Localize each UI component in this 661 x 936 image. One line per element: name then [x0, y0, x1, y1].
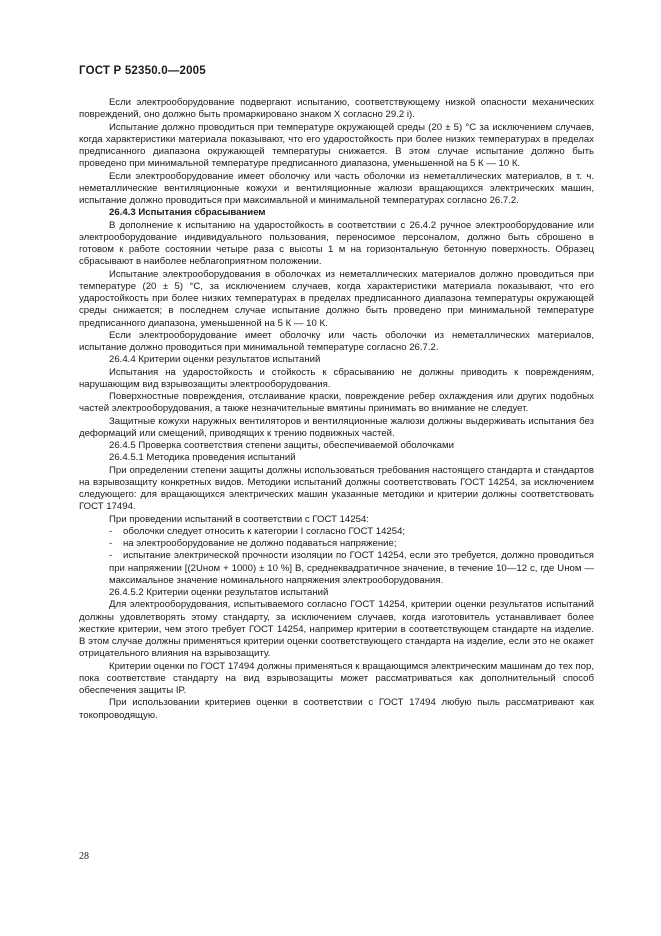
paragraph: Если электрооборудование подвергают испытанию, соответствующему низкой опасности механических повреждений, оно должно быть промаркировано знаком X согласно 29.2 i). — [79, 97, 594, 121]
list-item — [79, 526, 594, 538]
list-dash: - — [109, 550, 113, 562]
list-item — [79, 538, 594, 550]
paragraph: При проведении испытаний в соответствии с ГОСТ 14254: — [109, 513, 369, 525]
list-item-text: оболочки следует относить к категории I согласно ГОСТ 14254; — [123, 525, 406, 537]
list-item-text: испытание электрической прочности изоляции по ГОСТ 14254, если это требуется, должно проводиться при напряжении [(2Uном + 1000) ± 10 %] В, среднеквадратичное значение, в течение 10—12 с, где Uном — максимальное значение номинального напряжения электрооборудования. — [109, 550, 594, 586]
list-dash: - — [109, 538, 113, 549]
paragraph: Защитные кожухи наружных вентиляторов и вентиляционные жалюзи должны выдерживать испытания без деформаций или смещений, приводящих к трению подвижных частей. — [79, 415, 594, 439]
list-item — [79, 550, 594, 587]
paragraph: Если электрооборудование имеет оболочку или часть оболочки из неметаллических материалов, испытание должно проводиться при минимальной температуре согласно 26.7.2. — [79, 329, 594, 353]
paragraph: Испытания на ударостойкость и стойкость к сбрасыванию не должны приводить к повреждениям, нарушающим вид взрывозащиты электрооборудования. — [79, 366, 594, 390]
paragraph: При определении степени защиты должны использоваться требования настоящего стандарта и стандартов на взрывозащиту конкретных видов. Методики испытаний должны соответствовать ГОСТ 14254, за исключением следующего: для вращающихся электрических машин указанные методики и критерии должны соответствовать ГОСТ 17494. — [79, 464, 594, 513]
paragraph: Критерии оценки по ГОСТ 17494 должны применяться к вращающимся электрическим машинам до тех пор, пока соответствие стандарту на вид взрывозащиты может рассматриваться как дополнительный способ обеспечения защиты IP. — [79, 660, 594, 696]
page-number: 28 — [79, 851, 89, 862]
document-header: ГОСТ Р 52350.0—2005 — [79, 65, 206, 77]
subsection-heading: 26.4.5 Проверка соответствия степени защиты, обеспечиваемой оболочками — [109, 440, 454, 451]
paragraph: Для электрооборудования, испытываемого согласно ГОСТ 14254, критерии оценки результатов испытаний должны удовлетворять этому стандарту, за исключением случаев, когда изготовитель устанавливает более жесткие критерии, чем этого требует ГОСТ 14254, например критерии в соответствующем стандарте на изделие. В этом случае должны применяться критерии оценки соответствующего стандарта на изделие, если это не окажет отрицательного влияния на взрывозащиту. — [79, 599, 594, 660]
paragraph: Если электрооборудование имеет оболочку или часть оболочки из неметаллических материалов, в т. ч. неметаллические вентиляционные кожухи и вентиляционные жалюзи вращающихся электрических машин, испытание должно проводиться при максимальной и минимальной температурах согласно 26.7.2. — [79, 170, 594, 206]
list-item-text: на электрооборудование не должно подаваться напряжение; — [123, 538, 397, 549]
list-dash: - — [109, 525, 113, 537]
paragraph: Поверхностные повреждения, отслаивание краски, повреждение ребер охлаждения или других подобных частей электрооборудования, а также незначительные вмятины принимать во внимание не следует. — [79, 391, 594, 415]
subsection-heading: 26.4.5.1 Методика проведения испытаний — [109, 452, 296, 464]
subsection-heading: 26.4.4 Критерии оценки результатов испытаний — [109, 354, 321, 366]
section-heading: 26.4.3 Испытания сбрасыванием — [109, 207, 266, 219]
paragraph: В дополнение к испытанию на ударостойкость в соответствии с 26.4.2 ручное электрооборудование или электрооборудование индивидуального пользования, переносимое персоналом, должно быть сброшено в готовом к работе состоянии четыре раза с высоты 1 м на горизонтальную бетонную поверхность. Образец сбрасывают в наиболее неблагоприятном положении. — [79, 219, 594, 268]
paragraph: Испытание должно проводиться при температуре окружающей среды (20 ± 5) °С за исключением случаев, когда характеристики материала показывают, что его ударостойкость при более низких температурах в пределах предписанного диапазона окружающей температуры снижается. В этом случае испытание должно быть проведено при минимальной температуре предписанного диапазона, уменьшенной на 5 К — 10 К. — [79, 121, 594, 170]
subsection-heading: 26.4.5.2 Критерии оценки результатов испытаний — [109, 587, 329, 598]
paragraph: Испытание электрооборудования в оболочках из неметаллических материалов должно проводиться при температуре (20 ± 5) °С, за исключением случаев, когда характеристики материала показывают, что его ударостойкость при более низких температурах в пределах предписанного диапазона температуры окружающей среды снижается; в последнем случае испытание должно быть проведено при минимальной температуре предписанного диапазона, уменьшенной на 5 К — 10 К. — [79, 268, 594, 329]
paragraph: При использовании критериев оценки в соответствии с ГОСТ 17494 любую пыль рассматривают как токопроводящую. — [79, 697, 594, 721]
document-body — [79, 97, 594, 722]
